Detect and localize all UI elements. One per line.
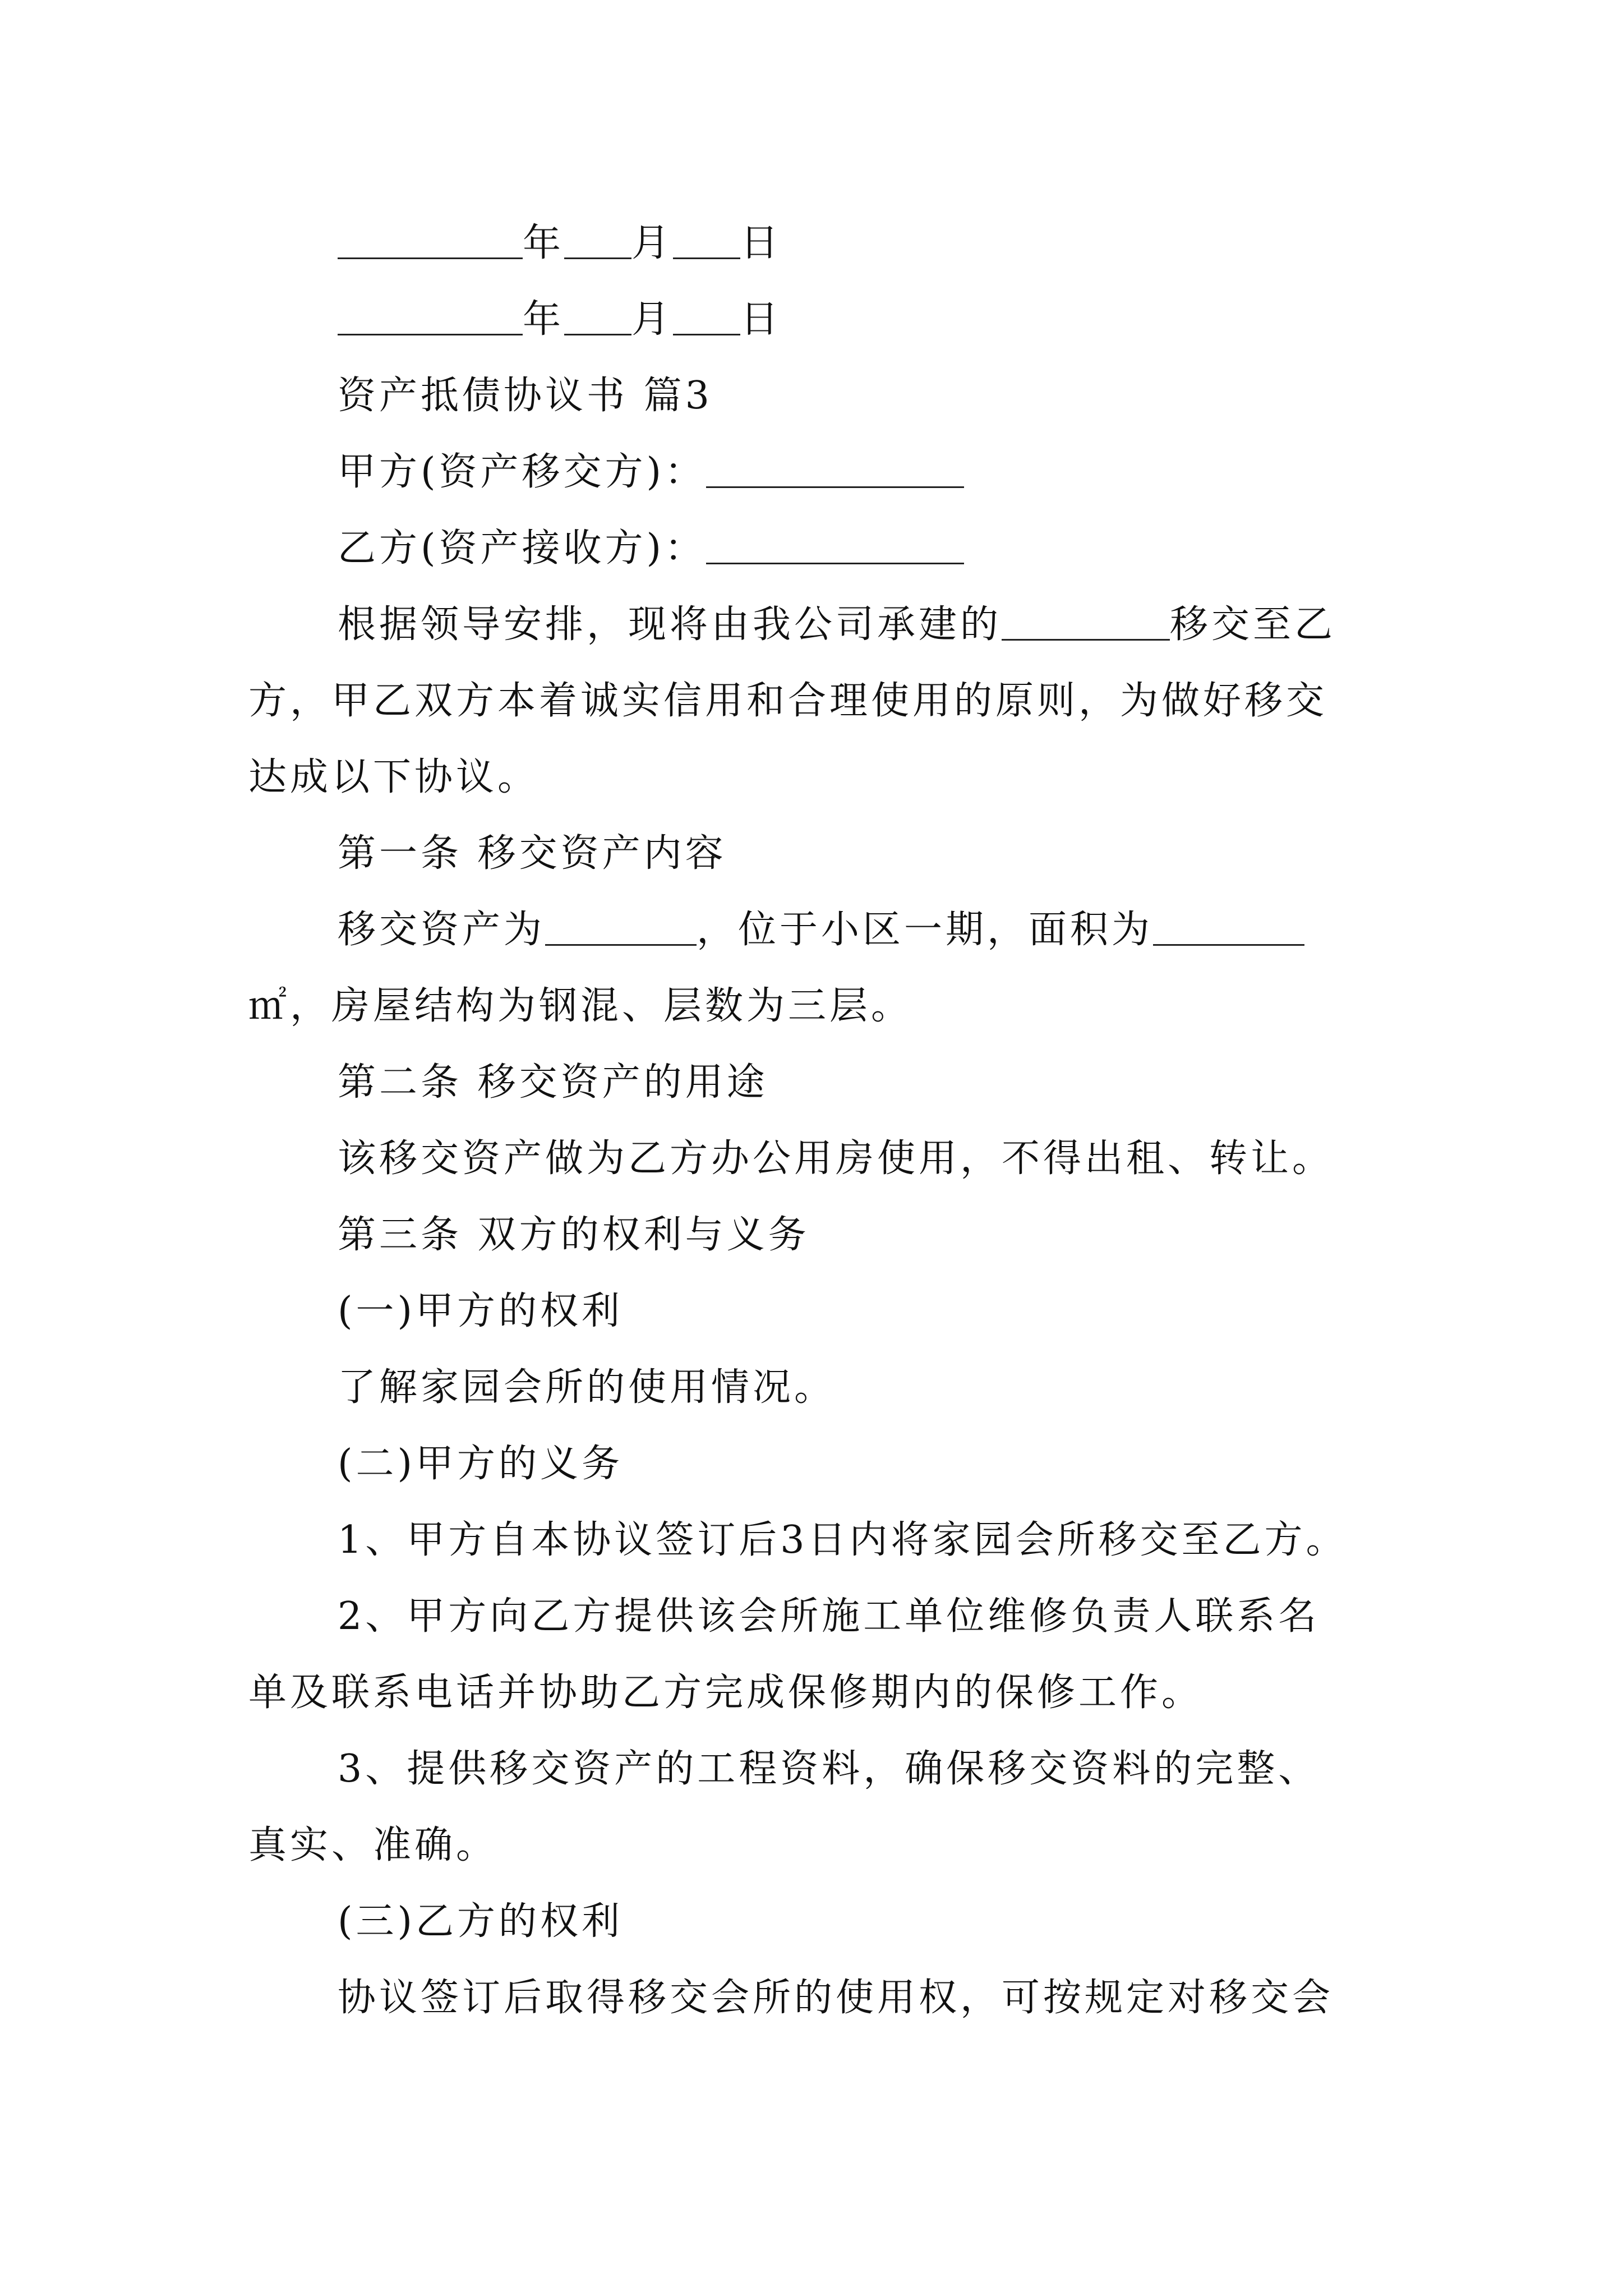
month-label: 月 — [631, 297, 674, 342]
item-3-line-2: 真实、准确。 — [248, 1823, 498, 1867]
item-2-line-1: 2、甲方向乙方提供该会所施工单位维修负责人联系名 — [338, 1594, 1320, 1639]
party-b-line — [0, 510, 1623, 587]
party-b-blank — [706, 530, 964, 564]
article-2-line-1: 该移交资产做为乙方办公用房使用，不得出租、转让。 — [338, 1137, 1334, 1181]
article-text: 移交资产为 — [338, 908, 546, 952]
month-label: 月 — [631, 221, 674, 265]
article-1-title: 第一条 移交资产内容 — [338, 831, 727, 876]
intro-text: 移交至乙 — [1170, 602, 1336, 647]
section-1-title: (一)甲方的权利 — [338, 1289, 624, 1333]
party-a-label: 甲方(资产移交方)： — [338, 450, 707, 494]
article-2-title: 第二条 移交资产的用途 — [338, 1060, 768, 1105]
area-blank — [1153, 912, 1304, 946]
section-3-title: (三)乙方的权利 — [338, 1899, 624, 1944]
item-3-line-1: 3、提供移交资产的工程资料，确保移交资料的完整、 — [338, 1747, 1320, 1791]
item-1: 1、甲方自本协议签订后3日内将家园会所移交至乙方。 — [338, 1518, 1348, 1562]
month-blank — [564, 301, 631, 335]
day-label: 日 — [740, 221, 782, 265]
project-blank — [1002, 606, 1170, 641]
year-blank — [338, 301, 523, 335]
year-label: 年 — [523, 297, 565, 342]
section-1-line-1: 了解家园会所的使用情况。 — [338, 1365, 836, 1410]
party-a-blank — [706, 454, 964, 488]
day-label: 日 — [740, 297, 782, 342]
intro-line-3: 达成以下协议。 — [248, 755, 540, 799]
party-b-label: 乙方(资产接收方)： — [338, 526, 707, 570]
intro-text: 根据领导安排，现将由我公司承建的 — [338, 602, 1002, 647]
article-3-title: 第三条 双方的权利与义务 — [338, 1213, 810, 1257]
day-blank — [673, 225, 740, 259]
article-text: ，位于小区一期，面积为 — [697, 908, 1154, 952]
article-1-line-1 — [0, 892, 1623, 968]
article-1-line-2: ㎡，房屋结构为钢混、层数为三层。 — [248, 984, 913, 1028]
section-3-line-1: 协议签订后取得移交会所的使用权，可按规定对移交会 — [338, 1976, 1334, 2020]
section-2-title: (二)甲方的义务 — [338, 1442, 624, 1486]
intro-line-2: 方，甲乙双方本着诚实信用和合理使用的原则，为做好移交 — [248, 679, 1328, 723]
date-line-2 — [0, 282, 1623, 358]
day-blank — [673, 301, 740, 335]
year-blank — [338, 225, 523, 259]
party-a-line — [0, 434, 1623, 510]
year-label: 年 — [523, 221, 565, 265]
item-2-line-2: 单及联系电话并协助乙方完成保修期内的保修工作。 — [248, 1671, 1204, 1715]
asset-blank — [545, 912, 697, 946]
document-heading: 资产抵债协议书 篇3 — [338, 374, 713, 418]
intro-line-1 — [0, 587, 1623, 663]
date-line-1 — [0, 205, 1623, 282]
month-blank — [564, 225, 631, 259]
